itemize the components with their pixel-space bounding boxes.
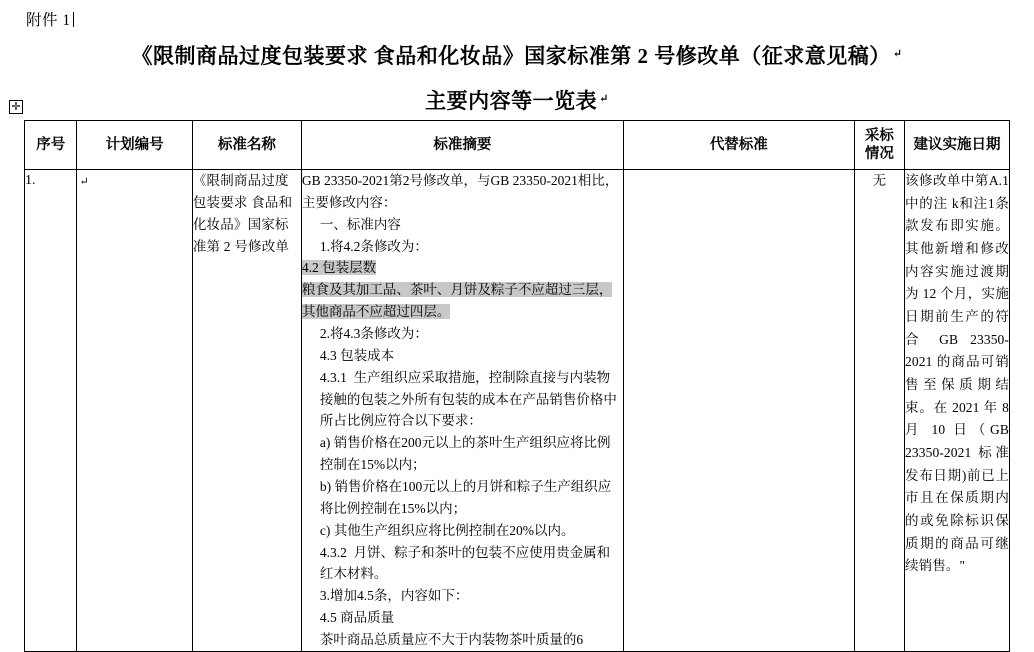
cell-replaced-standard <box>623 170 854 652</box>
abstract-line: 4.3.2 月饼、粽子和茶叶的包装不应使用贵金属和红木材料。 <box>319 544 611 582</box>
cell-adoption <box>854 170 904 652</box>
abstract-line: 4.5 商品质量 <box>319 610 395 626</box>
cell-implementation-date <box>905 170 1010 652</box>
abstract-line: 1.将4.2条修改为： <box>319 238 428 254</box>
summary-table <box>24 120 1010 652</box>
column-header-standard-name: 标准名称 <box>192 121 301 170</box>
cell-plan-no <box>77 170 192 652</box>
standard-name-text: 《限制商品过度包装要求 食品和化妆品》国家标准第 2 号修改单 <box>192 173 293 254</box>
highlighted-text: 粮食及其加工品、茶叶、月饼及粽子不应超过三层，其他商品不应超过四层。 <box>301 282 613 320</box>
column-header-replaced-standard: 代替标准 <box>623 121 854 170</box>
column-header-implementation-date: 建议实施日期 <box>905 121 1010 170</box>
abstract-line: c) 其他生产组织应将比例控制在20%以内。 <box>319 522 575 538</box>
abstract-line <box>302 257 623 279</box>
column-header-seq: 序号 <box>25 121 77 170</box>
table-row <box>25 170 1010 652</box>
adoption-text: 无 <box>872 173 887 188</box>
table-move-handle-icon[interactable]: ✛ <box>9 100 23 114</box>
column-header-abstract: 标准摘要 <box>301 121 623 170</box>
abstract-line: 2.将4.3条修改为： <box>319 326 428 342</box>
paragraph-mark-icon: ↵ <box>892 48 903 60</box>
abstract-line: b) 销售价格在100元以上的月饼和粽子生产组织应将比例控制在15%以内； <box>319 479 612 516</box>
table-header-row <box>25 121 1010 170</box>
implementation-date-text: 该修改单中第A.1中的注 k和注1条款发布即实施。其他新增和修改内容实施过渡期为 12 个月，实施日期前生产的符合 GB 23350-2021 的商品可销售至保质期结束。在 2021 年 8 月 10 日（GB 23350-2021 标准发布日期)前已上市且在保质期内的或免除标识保质期的商品可继续销售。" <box>905 173 1009 574</box>
cell-seq <box>25 170 77 652</box>
abstract-text-block <box>302 170 623 651</box>
paragraph-mark-icon: ↵ <box>599 93 609 105</box>
abstract-line: 茶叶商品总质量应不大于内装物茶叶质量的6 <box>319 632 584 648</box>
row-seq-number: 1. <box>25 173 36 188</box>
paragraph-mark-icon: ↵ <box>79 176 89 188</box>
column-header-plan-no: 计划编号 <box>77 121 192 170</box>
cell-standard-name <box>192 170 301 652</box>
attachment-label-text: 附件 1 <box>26 12 71 29</box>
page-subtitle <box>0 85 1034 115</box>
abstract-line: 主要修改内容： <box>301 194 397 210</box>
cell-abstract <box>301 170 623 652</box>
abstract-line: 4.3 包装成本 <box>319 347 395 363</box>
attachment-label <box>26 8 74 30</box>
page-title <box>0 40 1034 70</box>
column-header-adoption: 采标情况 <box>854 121 904 170</box>
abstract-line: 4.3.1 生产组织应采取措施，控制除直接与内装物接触的包装之外所有包装的成本在产品销售价格中所占比例应符合以下要求： <box>319 369 617 429</box>
page-title-text: 《限制商品过度包装要求 食品和化妆品》国家标准第 2 号修改单（征求意见稿） <box>131 44 891 68</box>
abstract-line: a) 销售价格在200元以上的茶叶生产组织应将比例控制在15%以内； <box>319 435 611 473</box>
highlighted-text: 4.2 包装层数 <box>301 260 377 276</box>
abstract-line <box>302 279 623 323</box>
abstract-line: 一、标准内容 <box>319 216 401 232</box>
page-subtitle-text: 主要内容等一览表 <box>425 89 598 113</box>
abstract-line: 3.增加4.5条，内容如下： <box>319 588 469 604</box>
text-cursor <box>73 12 74 27</box>
abstract-line: GB 23350-2021第2号修改单，与GB 23350-2021相比， <box>301 173 619 188</box>
